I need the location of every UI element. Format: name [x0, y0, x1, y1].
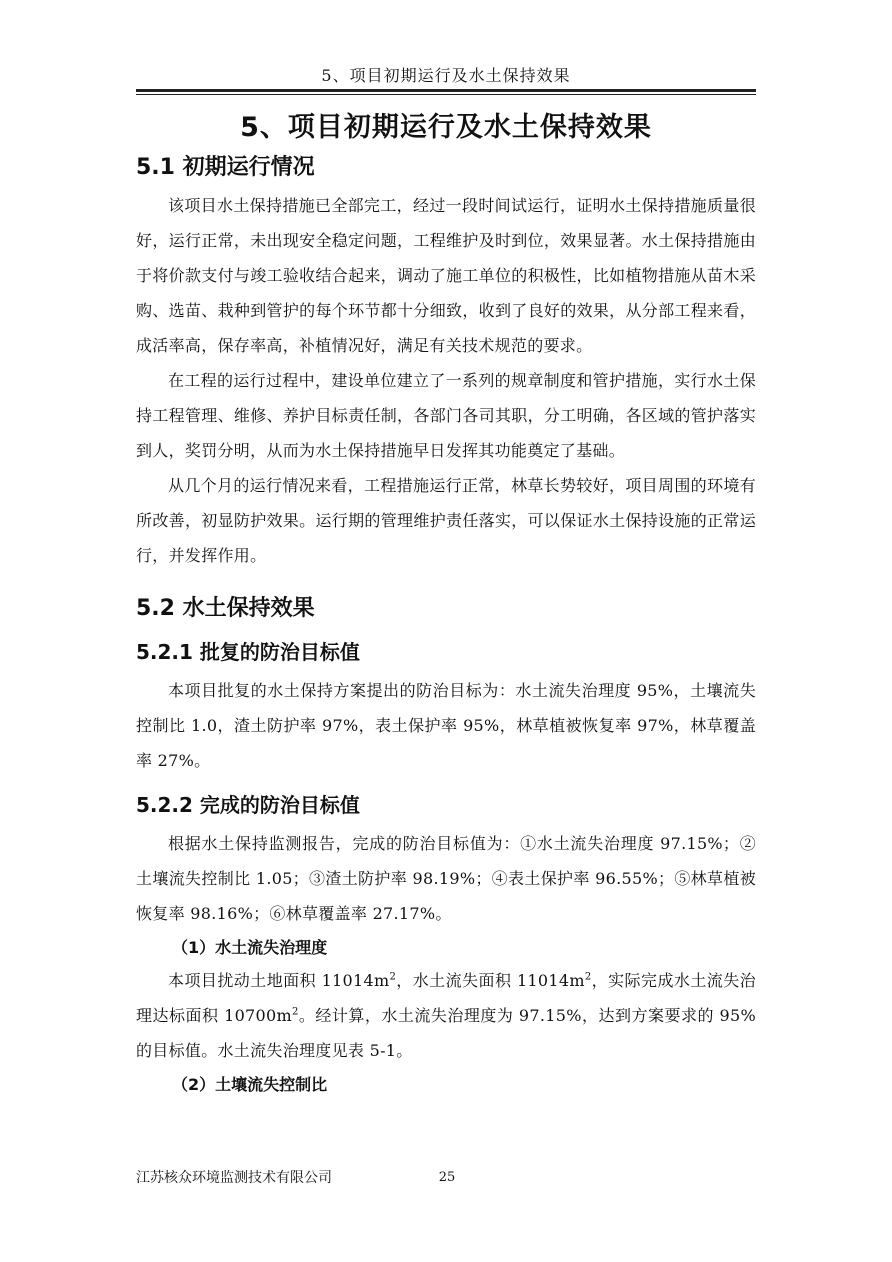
- item-1-text-1: 本项目扰动土地面积 11014m: [168, 971, 390, 990]
- item-1-sup-3: 2: [291, 1006, 299, 1018]
- item-2-heading: （2）土壤流失控制比: [172, 1075, 328, 1094]
- item-1-paragraph: [136, 963, 756, 1068]
- section-5-2-heading: 5.2 水土保持效果: [136, 596, 315, 621]
- page-content: [136, 104, 756, 1100]
- section-5-1-paragraph-2: 在工程的运行过程中，建设单位建立了一系列的规章制度和管护措施，实行水土保持工程管理、维修、养护目标责任制，各部门各司其职，分工明确，各区域的管护落实到人，奖罚分明，从而为水土保持措施早日发挥其功能奠定了基础。: [136, 371, 756, 460]
- running-header: 5、项目初期运行及水土保持效果: [321, 66, 571, 85]
- item-1-text-2: ，水土流失面积 11014m: [396, 971, 585, 990]
- section-5-2-2-paragraph: 根据水土保持监测报告，完成的防治目标值为：①水土流失治理度 97.15%；②土壤流失控制比 1.05；③渣土防护率 98.19%；④表土保护率 96.55%；⑤林草植被恢复率 98.16%；⑥林草覆盖率 27.17%。: [136, 834, 756, 923]
- section-5-1-heading: 5.1 初期运行情况: [136, 155, 315, 180]
- chapter-title: 5、项目初期运行及水土保持效果: [240, 112, 652, 143]
- footer-page-number: 25: [438, 1170, 456, 1185]
- item-1-text-4: 。经计算，水土流失治理度为 97.15%，达到方案要求的 95%的目标值。水土流失治理度见表 5-1。: [136, 1006, 756, 1060]
- item-1-text-3: ，实际完成水土流失治理达标面积 10700m: [136, 971, 756, 1025]
- header-rule-thin: [136, 94, 756, 95]
- section-5-1-paragraph-3: 从几个月的运行情况来看，工程措施运行正常，林草长势较好，项目周围的环境有所改善，初显防护效果。运行期的管理维护责任落实，可以保证水土保持设施的正常运行，并发挥作用。: [136, 476, 756, 565]
- item-1-sup-2: 2: [584, 971, 592, 983]
- section-5-2-1-paragraph: 本项目批复的水土保持方案提出的防治目标为：水土流失治理度 95%，土壤流失控制比 1.0，渣土防护率 97%，表土保护率 95%，林草植被恢复率 97%，林草覆盖率 27%。: [136, 681, 756, 770]
- section-5-1-paragraph-1: 该项目水土保持措施已全部完工，经过一段时间试运行，证明水土保持措施质量很好，运行正常，未出现安全稳定问题，工程维护及时到位，效果显著。水土保持措施由于将价款支付与竣工验收结合起来，调动了施工单位的积极性，比如植物措施从苗木采购、选苗、栽种到管护的每个环节都十分细致，收到了良好的效果，从分部工程来看，成活率高，保存率高，补植情况好，满足有关技术规范的要求。: [136, 196, 756, 355]
- header-rule-thick: [136, 89, 756, 92]
- section-5-2-2-heading: 5.2.2 完成的防治目标值: [136, 793, 360, 817]
- item-1-sup-1: 2: [389, 971, 397, 983]
- section-5-2-1-heading: 5.2.1 批复的防治目标值: [136, 640, 360, 664]
- item-1-heading: （1）水土流失治理度: [172, 938, 328, 957]
- footer-company: 江苏核众环境监测技术有限公司: [136, 1170, 332, 1186]
